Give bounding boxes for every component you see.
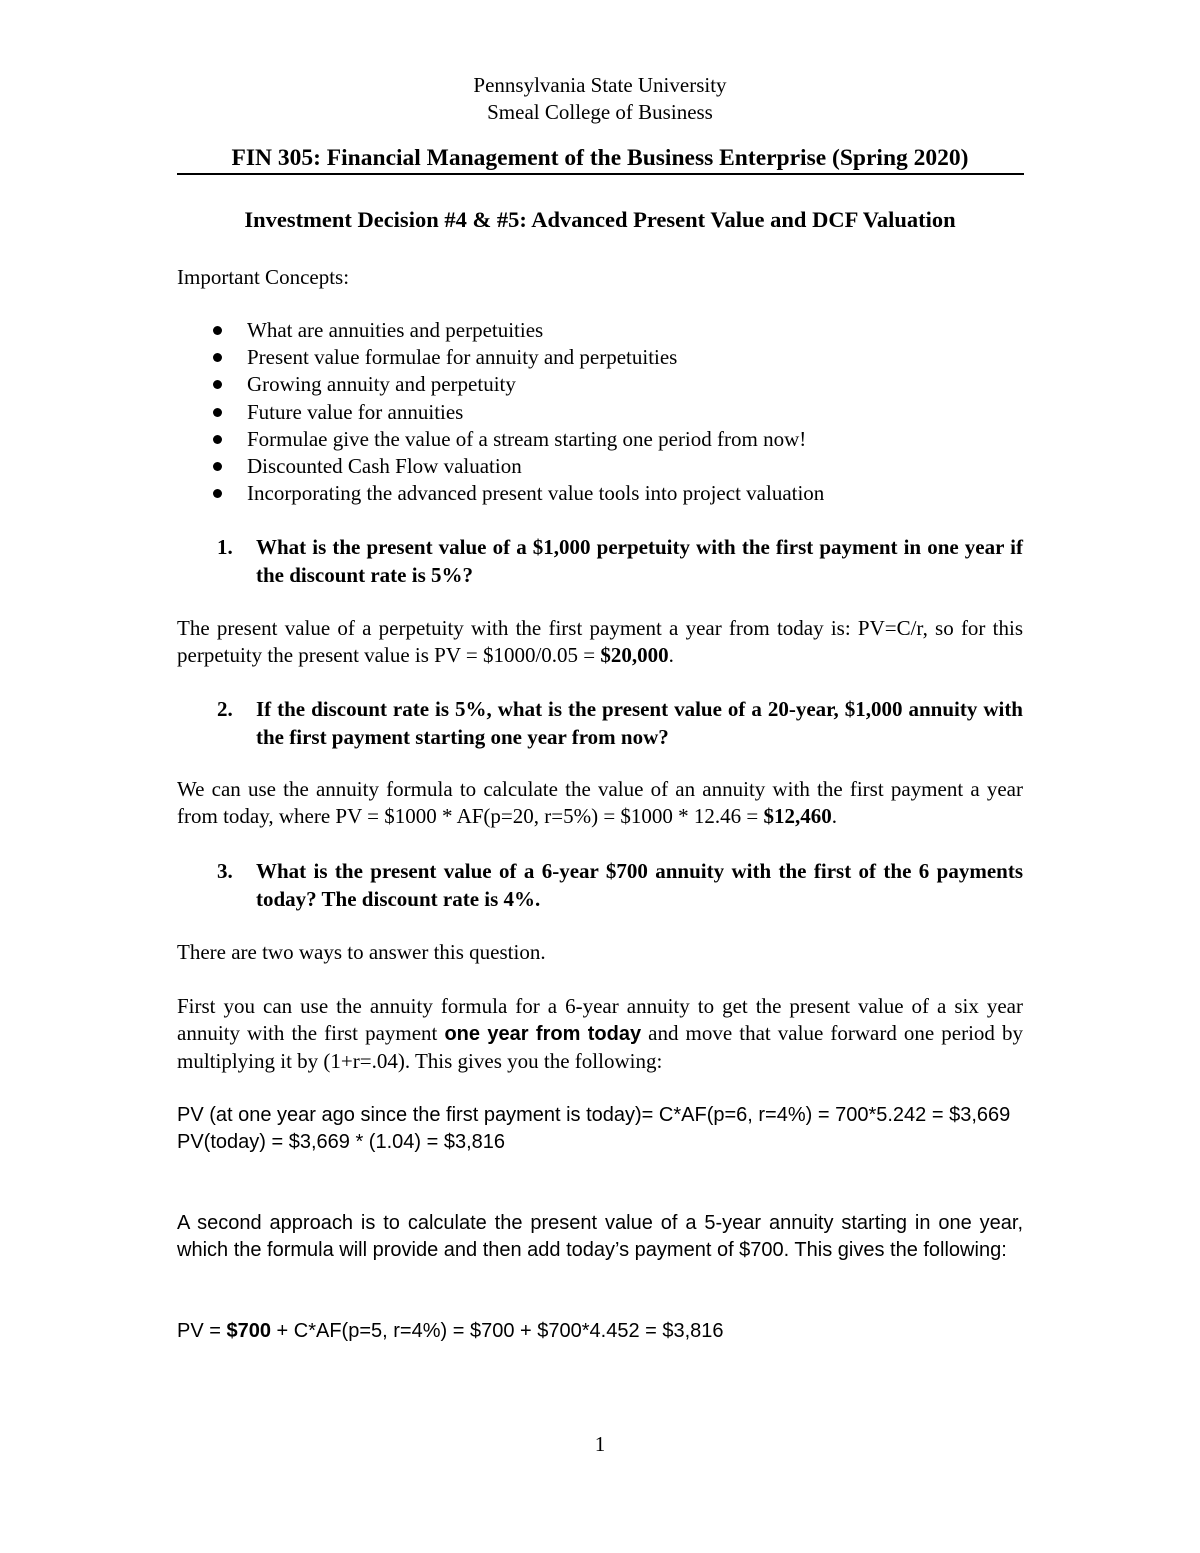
question-2 <box>217 695 1023 751</box>
answer-3-approach-1: First you can use the annuity formula for a 6-year annuity to get the present value of a six year annuity with the first payment one year from today and move that value forward one period by multiplying it by (1+r=.04). This gives you the following: <box>177 994 1023 1073</box>
answer-2-result: $12,460 <box>763 804 832 828</box>
answer-3-intro: There are two ways to answer this question. <box>177 940 546 964</box>
question-number: 3. <box>217 859 233 883</box>
concept-item: Incorporating the advanced present value tools into project valuation <box>212 480 824 507</box>
calc-line: PV(today) = $3,669 * (1.04) = $3,816 <box>177 1131 505 1153</box>
concepts-list <box>212 317 824 507</box>
bullet-icon <box>213 326 222 335</box>
course-title: FIN 305: Financial Management of the Business Enterprise (Spring 2020) <box>231 145 969 171</box>
college-name: Smeal College of Business <box>487 100 713 124</box>
concept-item: What are annuities and perpetuities <box>212 317 824 344</box>
concept-item: Future value for annuities <box>212 399 824 426</box>
answer-1-result: $20,000 <box>600 643 669 667</box>
bullet-icon <box>213 380 222 389</box>
question-text: If the discount rate is 5%, what is the present value of a 20-year, $1,000 annuity with the first payment starting one year from now? <box>256 697 1023 749</box>
answer-3-approach-2: A second approach is to calculate the present value of a 5-year annuity starting in one year, which the formula will provide and then add today’s payment of $700. This gives the following: <box>177 1212 1023 1261</box>
question-number: 2. <box>217 697 233 721</box>
concept-item: Formulae give the value of a stream starting one period from now! <box>212 426 824 453</box>
answer-2: We can use the annuity formula to calculate the value of an annuity with the first payment a year from today, where PV = $1000 * AF(p=20, r=5%) = $1000 * 12.46 = $12,460. <box>177 777 1023 828</box>
bullet-icon <box>213 353 222 362</box>
concept-item: Discounted Cash Flow valuation <box>212 453 824 480</box>
emphasis-text: $700 <box>226 1320 271 1342</box>
concept-item: Present value formulae for annuity and perpetuities <box>212 344 824 371</box>
question-1 <box>217 533 1023 589</box>
title-underline <box>177 173 1024 175</box>
question-3 <box>217 857 1023 913</box>
answer-3-calc-2: PV = $700 + C*AF(p=5, r=4%) = $700 + $700*4.452 = $3,816 <box>177 1320 724 1342</box>
emphasis-text: one year from today <box>444 1023 642 1045</box>
document-title: Investment Decision #4 & #5: Advanced Present Value and DCF Valuation <box>244 207 956 232</box>
bullet-icon <box>213 435 222 444</box>
answer-1: The present value of a perpetuity with the first payment a year from today is: PV=C/r, so for this perpetuity the present value is PV = $1000/0.05 = $20,000. <box>177 616 1023 667</box>
answer-3-calc-1 <box>177 1102 1023 1156</box>
bullet-icon <box>213 462 222 471</box>
question-number: 1. <box>217 535 233 559</box>
question-text: What is the present value of a 6-year $700 annuity with the first of the 6 payments today? The discount rate is 4%. <box>256 859 1023 911</box>
calc-line: PV (at one year ago since the first payment is today)= C*AF(p=6, r=4%) = 700*5.242 = $3,669 <box>177 1104 1011 1126</box>
concepts-heading: Important Concepts: <box>177 265 350 289</box>
page-number: 1 <box>594 1432 606 1456</box>
bullet-icon <box>213 408 222 417</box>
concept-item: Growing annuity and perpetuity <box>212 371 824 398</box>
bullet-icon <box>213 489 222 498</box>
university-name: Pennsylvania State University <box>473 73 727 97</box>
question-text: What is the present value of a $1,000 perpetuity with the first payment in one year if the discount rate is 5%? <box>256 535 1023 587</box>
